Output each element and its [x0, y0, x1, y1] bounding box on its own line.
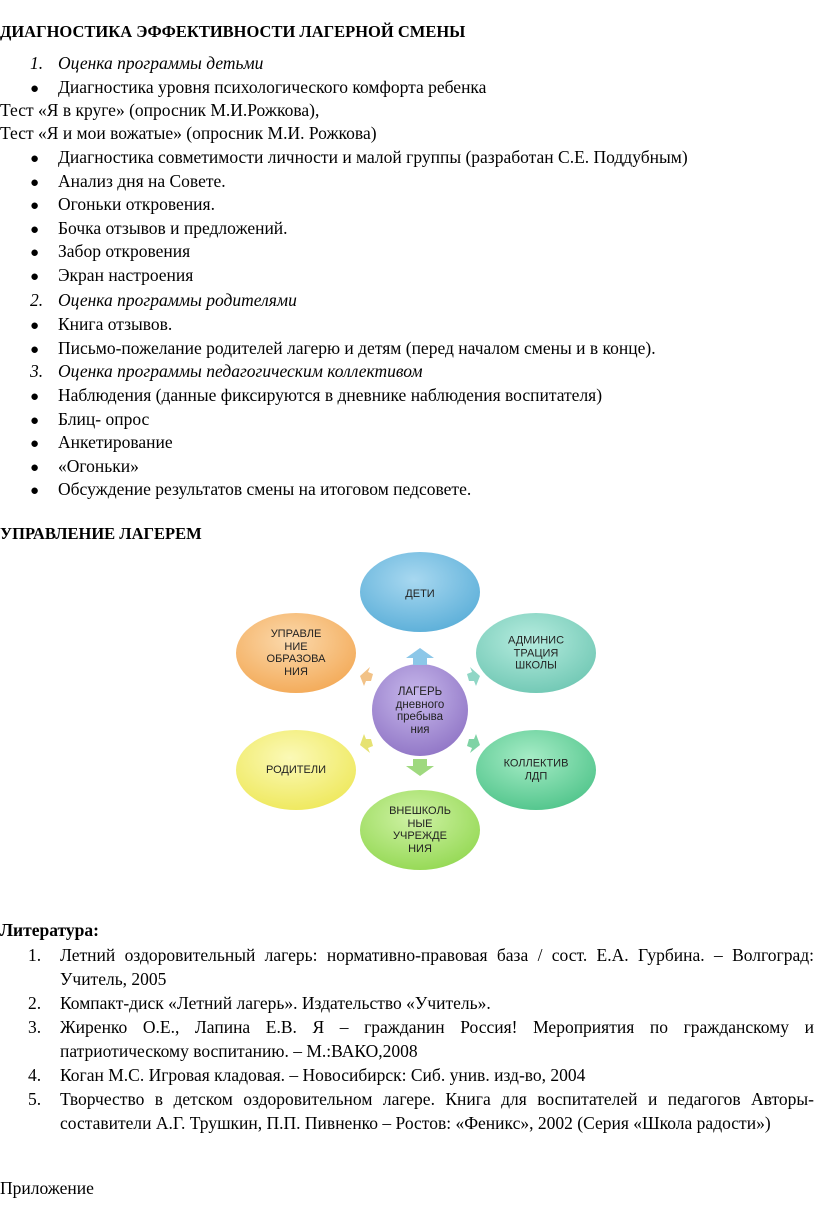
section-2-title: Оценка программы родителями: [58, 290, 297, 310]
bullet-icon: ●: [30, 412, 40, 429]
bullet-icon: ●: [30, 221, 40, 238]
literature-item: [0, 992, 816, 1016]
bullet-icon: ●: [30, 245, 40, 261]
node-parents-label: РОДИТЕЛИ: [266, 763, 326, 776]
list-item-text: Письмо-пожелание родителей лагерю и детям (перед началом смены и в конце).: [58, 337, 656, 358]
literature-heading: Литература:: [0, 920, 99, 940]
list-item: [30, 478, 471, 504]
literature-item-text: Творчество в детском оздоровительном лагере. Книга для воспитателей и педагогов Авторы-составители А.Г. Трушкин, П.П. Пивненко – Ростов: «Феникс», 2002 (Серия «Школа радости»): [60, 1089, 814, 1133]
literature-item-number: 3.: [28, 1017, 42, 1037]
test-line: Тест «Я в круге» (опросник М.И.Рожкова),: [0, 100, 320, 120]
list-item-text: Огоньки откровения.: [58, 194, 215, 214]
management-heading: УПРАВЛЕНИЕ ЛАГЕРЕМ: [0, 524, 202, 543]
list-item-text: Диагностика совметимости личности и малой группы (разработан С.Е. Поддубным): [58, 147, 688, 167]
arrow-lower-left-icon: [360, 734, 373, 753]
arrow-down-icon: [406, 759, 434, 776]
list-item: [30, 313, 172, 339]
node-education-management-label: УПРАВЛЕ НИЕ ОБРАЗОВА НИЯ: [266, 628, 326, 678]
bullet-icon: ●: [30, 318, 40, 334]
node-out-of-school-label: ВНЕШКОЛЬ НЫЕ УЧРЕЖДЕ НИЯ: [389, 805, 451, 855]
node-children-label: ДЕТИ: [405, 587, 435, 600]
list-item-text: Экран настроения: [58, 264, 194, 285]
arrow-upper-right-icon: [467, 667, 480, 686]
bullet-icon: ●: [30, 389, 40, 405]
list-item-text: Обсуждение результатов смены на итоговом педсовете.: [58, 479, 472, 499]
list-item-text: Наблюдения (данные фиксируются в дневнике наблюдения воспитателя): [58, 385, 603, 405]
arrow-up-icon: [406, 648, 434, 665]
section-1-number: 1.: [30, 53, 44, 73]
list-item-text: Анкетирование: [58, 432, 173, 452]
list-item: [30, 384, 602, 410]
list-item: [30, 431, 173, 457]
literature-item-number: 4.: [28, 1065, 42, 1085]
list-item: [30, 408, 149, 434]
list-item: [30, 264, 193, 290]
list-item: [30, 240, 190, 266]
literature-item-text: Коган М.С. Игровая кладовая. – Новосибирск: Сиб. унив. изд-во, 2004: [60, 1065, 586, 1085]
list-item: [30, 146, 688, 172]
bullet-icon: ●: [30, 151, 40, 167]
node-school-administration-label: АДМИНИС ТРАЦИЯ ШКОЛЫ: [507, 634, 565, 672]
section-2-heading: 2. Оценка программы родителями: [30, 290, 297, 310]
bullet-icon: ●: [30, 483, 40, 499]
bullet-icon: ●: [30, 81, 40, 97]
list-item-text: Забор откровения: [58, 241, 191, 261]
literature-item-number: 1.: [28, 945, 42, 965]
section-3-title: Оценка программы педагогическим коллективом: [58, 361, 423, 381]
list-item: ● Диагностика уровня психологического комфорта ребенка: [30, 76, 486, 102]
bullet-icon: ●: [30, 459, 40, 476]
test-line: Тест «Я и мои вожатые» (опросник М.И. Рожкова): [0, 123, 377, 143]
list-item-text: Блиц- опрос: [58, 408, 150, 429]
literature-item-text: Летний оздоровительный лагерь: нормативно-правовая база / сост. Е.А. Гурбина. – Волгоград: Учитель, 2005: [60, 945, 814, 989]
literature-item-text: Компакт-диск «Летний лагерь». Издательство «Учитель».: [60, 993, 491, 1013]
list-item: [30, 455, 139, 481]
list-item-text: Бочка отзывов и предложений.: [58, 217, 288, 238]
list-item-text: «Огоньки»: [58, 455, 139, 476]
list-item: [30, 337, 656, 363]
list-item: [30, 170, 226, 196]
center-node-label: ЛАГЕРЬ дневного пребыва ния: [395, 686, 445, 736]
list-item: [30, 193, 215, 219]
node-ldp-staff-label: КОЛЛЕКТИВ ЛДП: [503, 757, 569, 782]
literature-item-text: Жиренко О.Е., Лапина Е.В. Я – гражданин Россия! Мероприятия по гражданскому и патриотическому воспитанию. – М.:ВАКО,2008: [60, 1017, 814, 1061]
literature-item-number: 5.: [28, 1089, 42, 1109]
bullet-icon: ●: [30, 174, 40, 191]
appendix-label: Приложение: [0, 1178, 94, 1198]
camp-management-diagram: [230, 548, 620, 876]
list-item-text: Анализ дня на Совете.: [58, 170, 226, 191]
bullet-icon: ●: [30, 198, 40, 214]
literature-item: [0, 944, 816, 992]
bullet-icon: ●: [30, 268, 40, 285]
literature-item: [0, 1016, 816, 1064]
arrow-upper-left-icon: [360, 667, 373, 686]
page-title: ДИАГНОСТИКА ЭФФЕКТИВНОСТИ ЛАГЕРНОЙ СМЕНЫ: [0, 22, 466, 41]
list-item: [30, 217, 288, 243]
literature-item: [0, 1064, 816, 1088]
list-item-text: Книга отзывов.: [58, 314, 173, 334]
bullet-icon: ●: [30, 436, 40, 452]
section-1-heading: [30, 52, 263, 76]
literature-item-number: 2.: [28, 993, 42, 1013]
arrow-lower-right-icon: [467, 734, 480, 753]
bullet-icon: ●: [30, 341, 40, 358]
literature-item: [0, 1088, 816, 1160]
section-1-title: Оценка программы детьми: [58, 53, 264, 73]
section-3-heading: 3. Оценка программы педагогическим коллективом: [30, 361, 423, 381]
